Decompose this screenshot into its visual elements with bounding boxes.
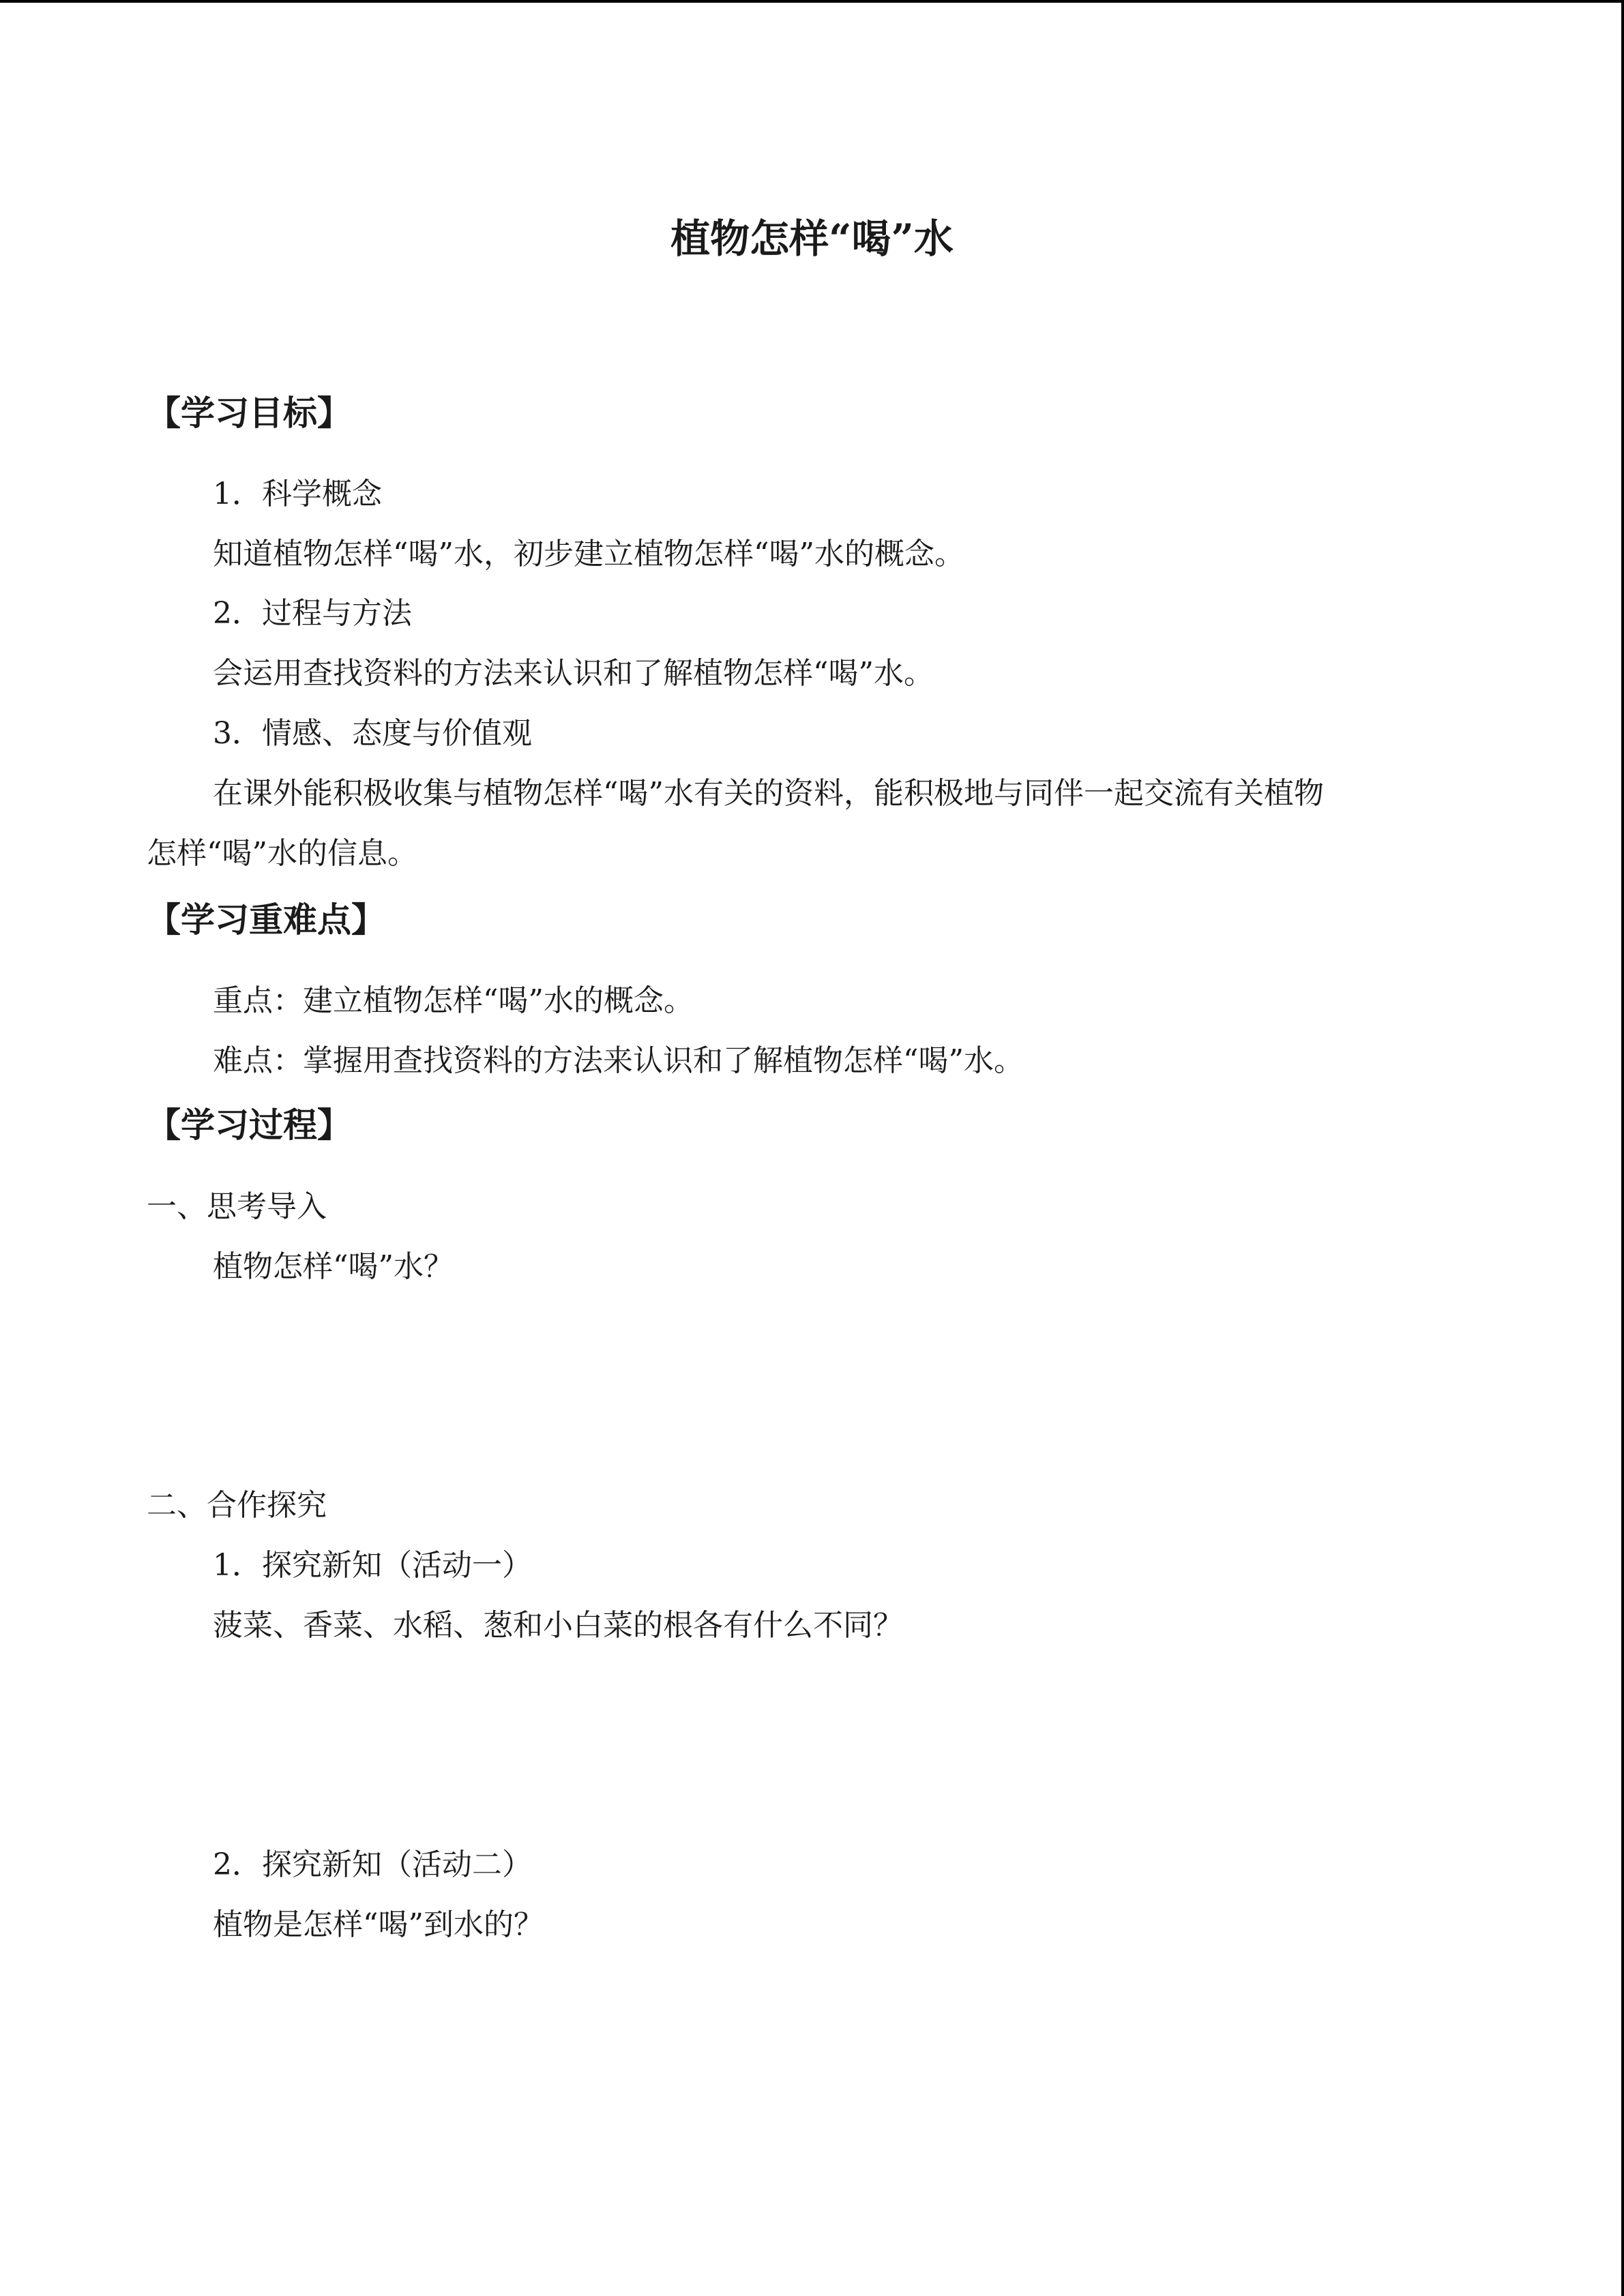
objectives-heading: 【学习目标】: [147, 393, 351, 433]
part-1-question: 植物怎样“喝”水？: [213, 1249, 454, 1284]
objective-3-text-line1: 在课外能积极收集与植物怎样“喝”水有关的资料，能积极地与同伴一起交流有关植物: [213, 776, 1324, 811]
keypoints-heading: 【学习重难点】: [147, 899, 385, 940]
part-2-heading: 二、合作探究: [147, 1488, 327, 1523]
process-heading: 【学习过程】: [147, 1105, 351, 1145]
difficulty-text: 难点：掌握用查找资料的方法来认识和了解植物怎样“喝”水。: [213, 1043, 1024, 1078]
activity-1-question: 菠菜、香菜、水稻、葱和小白菜的根各有什么不同？: [213, 1608, 903, 1643]
objective-1-heading: 1．科学概念: [213, 477, 382, 511]
objective-2-heading: 2．过程与方法: [213, 596, 412, 631]
page-right-border: [1621, 0, 1624, 2296]
objective-3-heading: 3．情感、态度与价值观: [213, 716, 532, 751]
document-title: 植物怎样“喝”水: [670, 215, 954, 262]
objective-3-text-line2: 怎样“喝”水的信息。: [147, 836, 417, 871]
activity-2-heading: 2．探究新知（活动二）: [213, 1847, 532, 1882]
objective-1-text: 知道植物怎样“喝”水，初步建立植物怎样“喝”水的概念。: [213, 537, 964, 571]
page-top-border: [0, 0, 1624, 3]
activity-2-question: 植物是怎样“喝”到水的？: [213, 1907, 544, 1942]
objective-2-text: 会运用查找资料的方法来认识和了解植物怎样“喝”水。: [213, 656, 934, 691]
activity-1-heading: 1．探究新知（活动一）: [213, 1548, 532, 1583]
part-1-heading: 一、思考导入: [147, 1189, 327, 1224]
key-point-text: 重点：建立植物怎样“喝”水的概念。: [213, 983, 694, 1018]
